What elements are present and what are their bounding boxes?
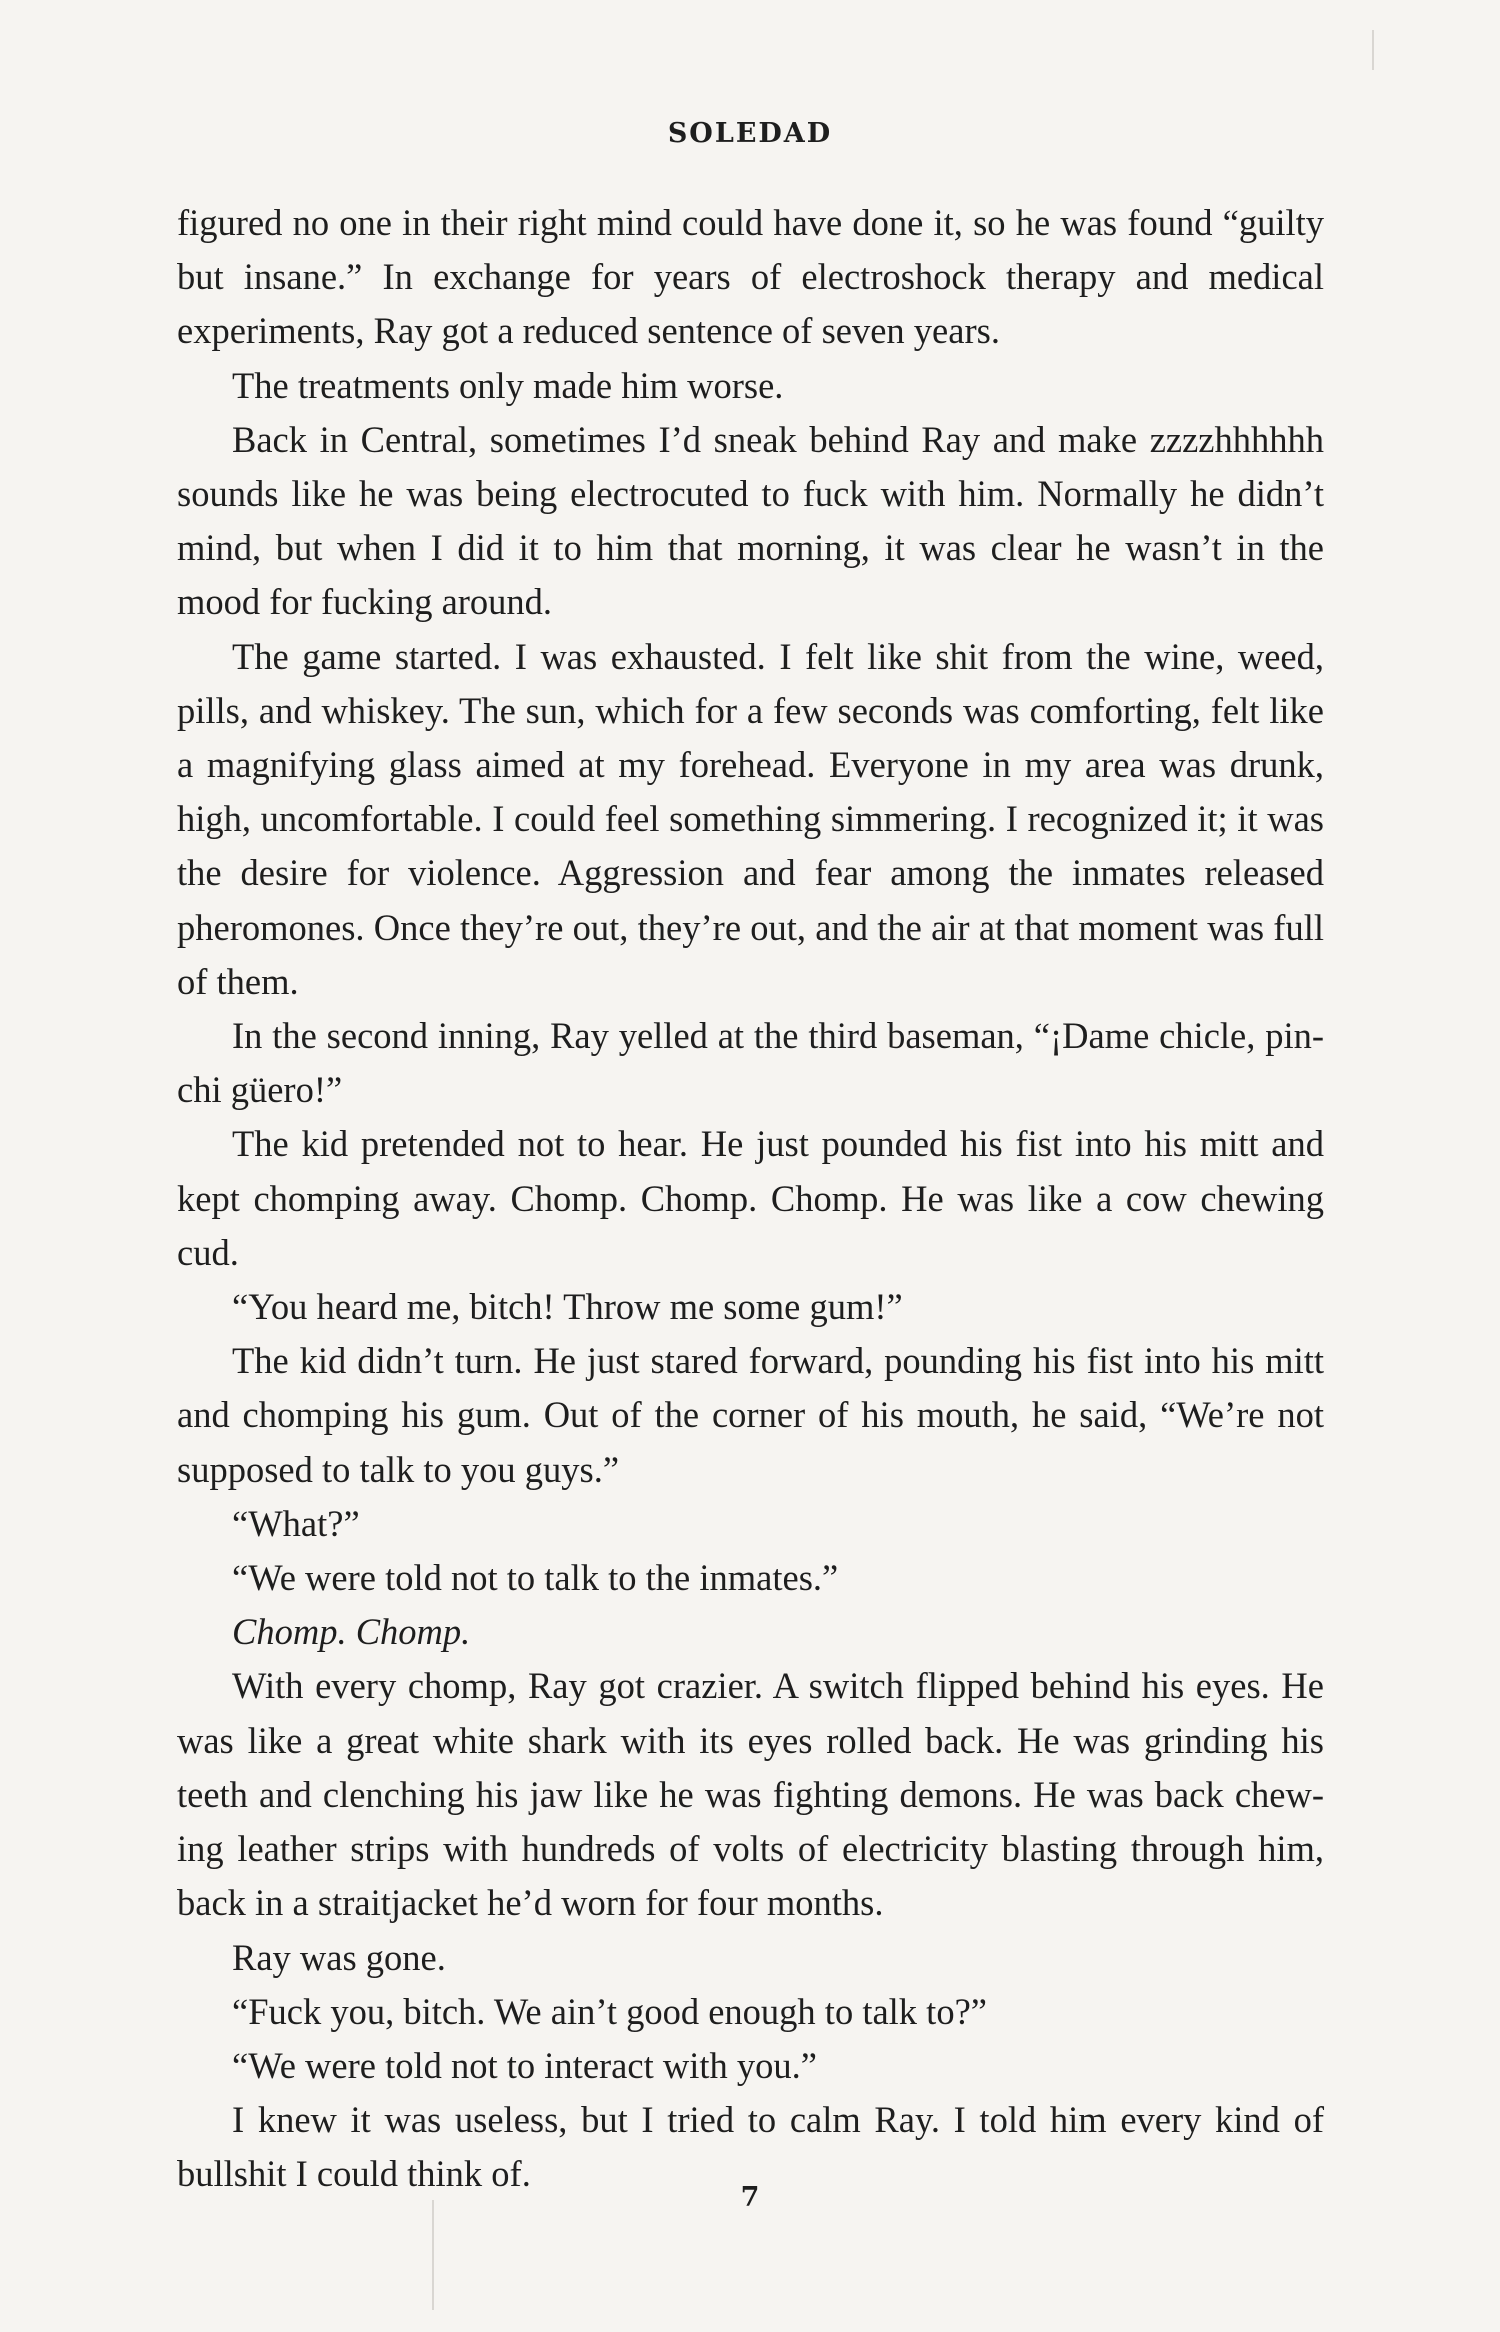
paragraph: “Fuck you, bitch. We ain’t good enough to talk to?” [232, 1990, 987, 2032]
scan-artifact-line [1372, 30, 1374, 70]
paragraph: “What?” [232, 1502, 360, 1544]
paragraph: “We were told not to interact with you.” [232, 2044, 817, 2086]
body-text [177, 196, 1324, 2202]
paragraph: Chomp. Chomp. [232, 1611, 471, 1653]
paragraph: The kid didn’t turn. He just stared forward, pounding his fist into his mitt and chomping his gum. Out of the corner of his mouth, he said, “We’re not supposed to talk to you guys.” [177, 1340, 1324, 1490]
paragraph: Ray was gone. [232, 1936, 446, 1978]
paragraph: figured no one in their right mind could have done it, so he was found “guilty but insane.” In exchange for years of electroshock therapy and medical experiments, Ray got a reduced sentence of seven years. [177, 202, 1324, 352]
paragraph: The kid pretended not to hear. He just pounded his fist into his mitt and kept chomping away. Chomp. Chomp. Chomp. He was like a cow chewing cud. [177, 1123, 1324, 1273]
scan-artifact-line [432, 2200, 434, 2310]
paragraph: “You heard me, bitch! Throw me some gum!” [232, 1286, 903, 1328]
paragraph: In the second inning, Ray yelled at the third baseman, “¡Dame chicle, pinchi güero!” [177, 1015, 1324, 1111]
paragraph: The game started. I was exhausted. I felt like shit from the wine, weed, pills, and whiskey. The sun, which for a few seconds was comforting, felt like a magnifying glass aimed at my forehead. Everyone in my area was drunk, high, uncomfortable. I could feel something simmering. I recognized it; it was the desire for violence. Aggression and fear among the inmates released pheromones. Once they’re out, they’re out, and the air at that moment was full of them. [177, 635, 1324, 1002]
paragraph: “We were told not to talk to the inmates.” [232, 1557, 839, 1599]
paragraph: Back in Central, sometimes I’d sneak behind Ray and make zzzzhhhhhh sounds like he was being electrocuted to fuck with him. Normally he didn’t mind, but when I did it to him that morning, it was clear he wasn’t in the mood for fucking around. [177, 418, 1324, 623]
paragraph: The treatments only made him worse. [232, 364, 784, 406]
paragraph: I knew it was useless, but I tried to calm Ray. I told him every kind of bullshit I could think of. [177, 2099, 1324, 2195]
page-number: 7 [740, 2182, 760, 2213]
paragraph: With every chomp, Ray got crazier. A switch flipped behind his eyes. He was like a great white shark with its eyes rolled back. He was grinding his teeth and clenching his jaw like he was fighting demons. He was back chewing leather strips with hundreds of volts of electricity blasting through him, back in a straitjacket he’d worn for four months. [177, 1665, 1324, 1924]
running-head: SOLEDAD [667, 118, 833, 149]
